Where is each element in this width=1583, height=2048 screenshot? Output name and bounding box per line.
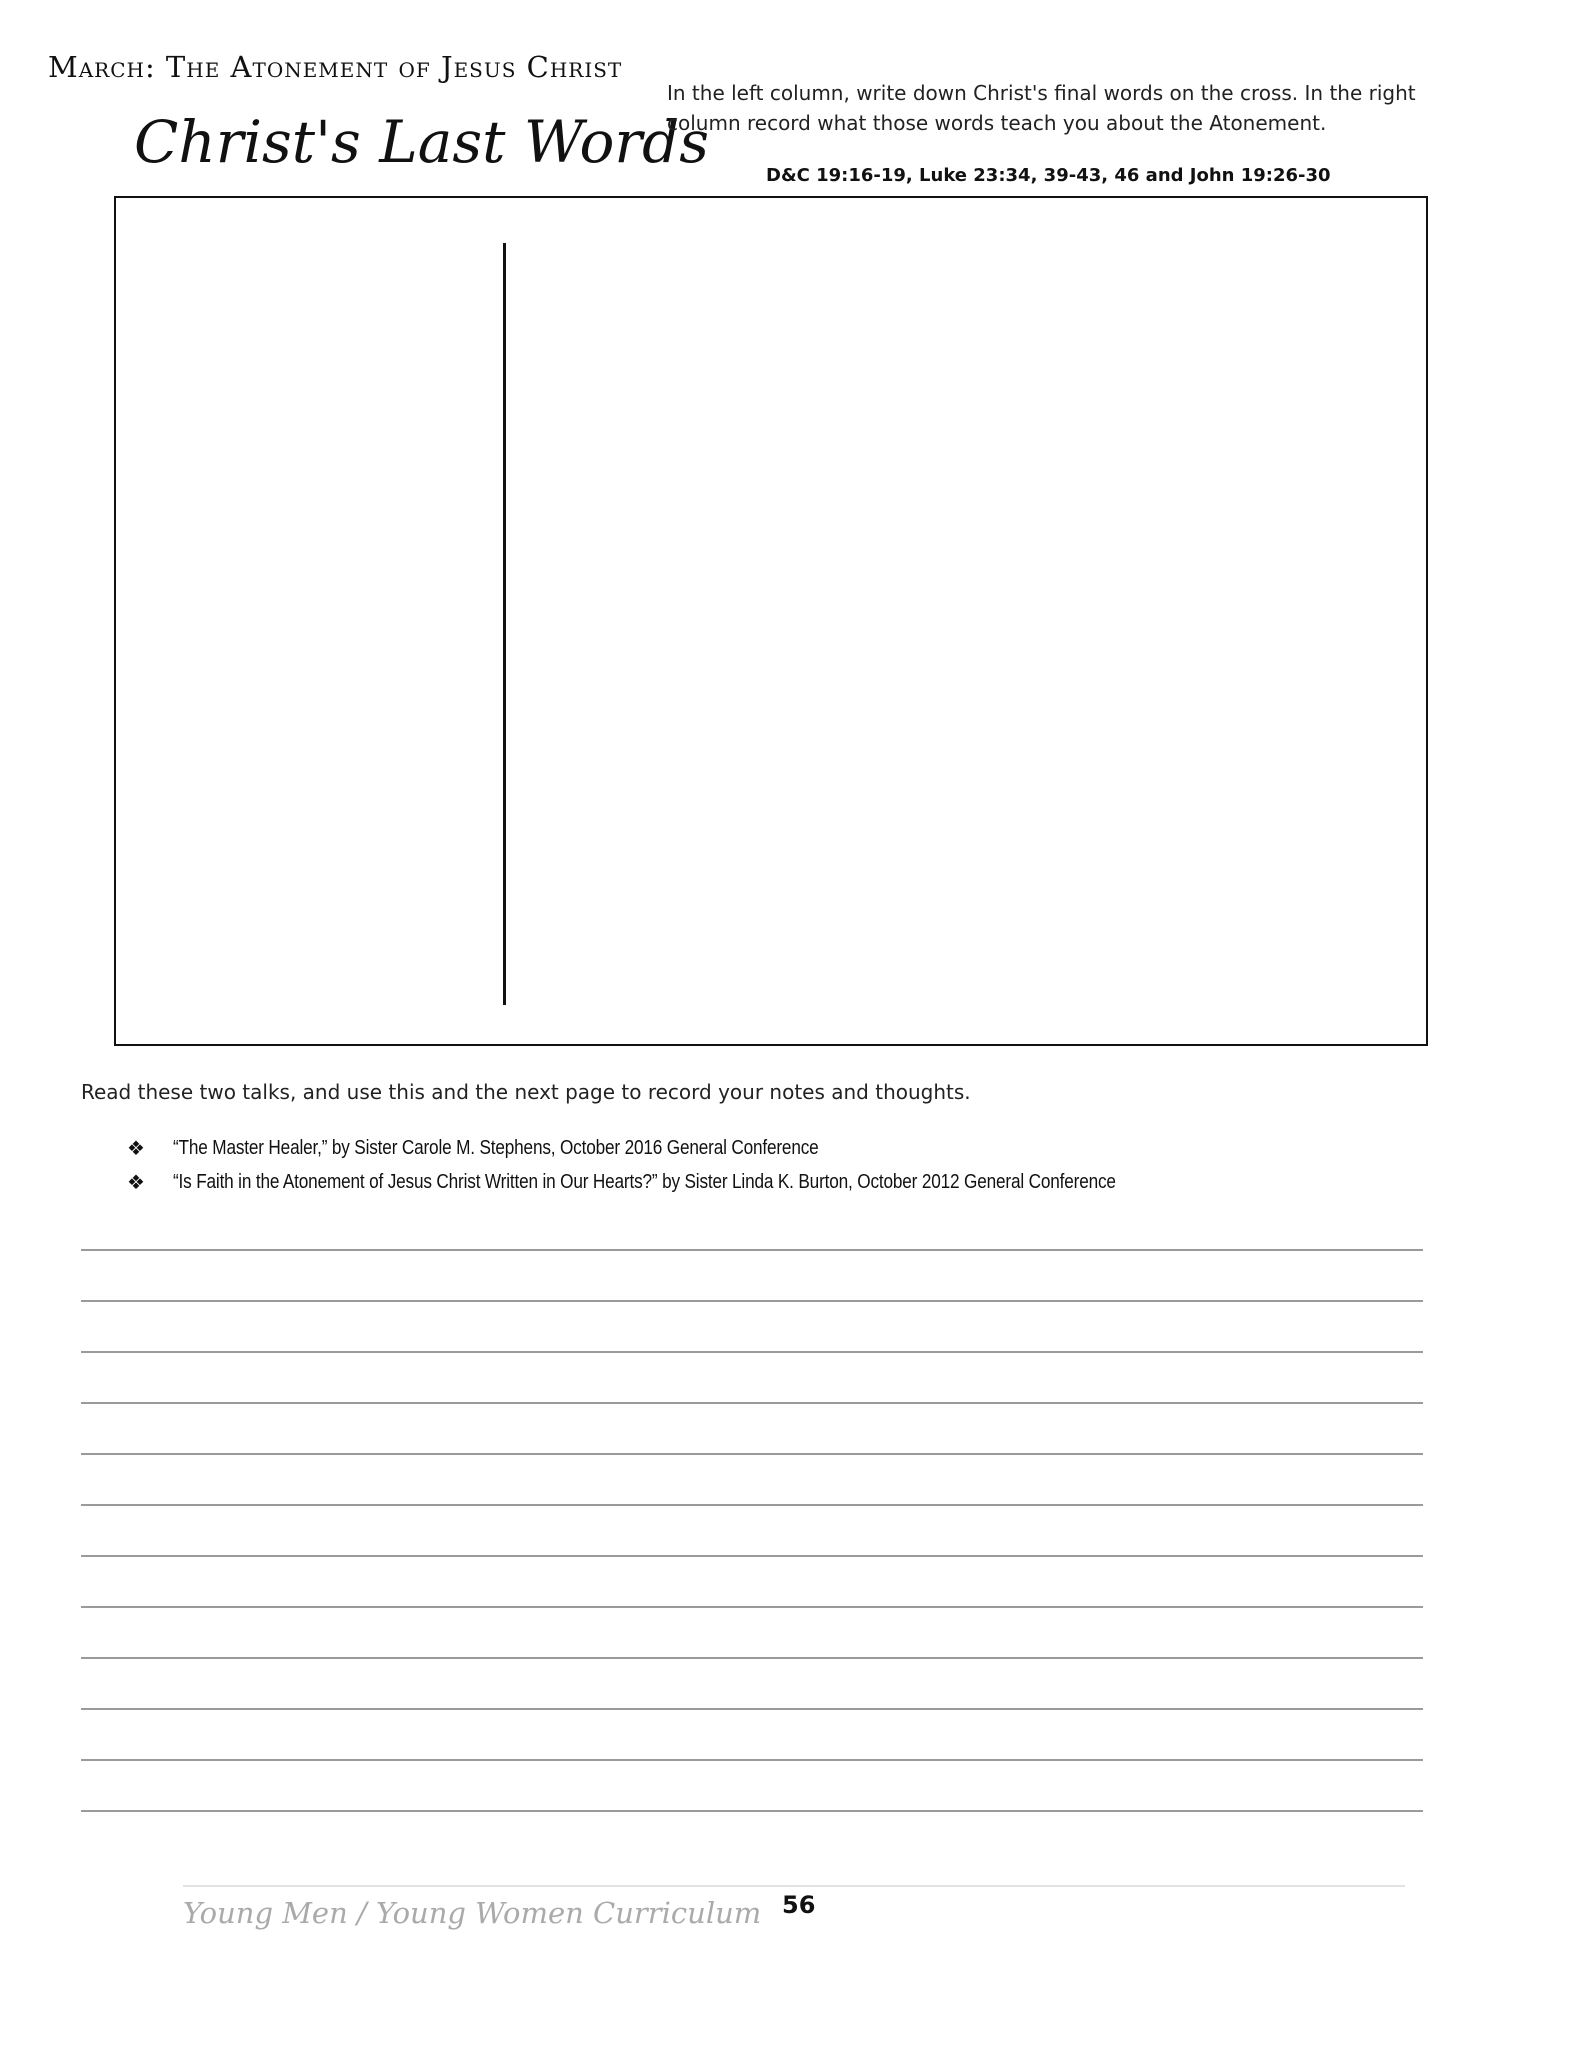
writing-line[interactable] (81, 1455, 1423, 1506)
writing-line[interactable] (81, 1353, 1423, 1404)
notes-lines[interactable] (81, 1249, 1423, 1812)
talks-intro-text: Read these two talks, and use this and the next page to record your notes and thoughts. (81, 1080, 971, 1104)
footer-curriculum: Young Men / Young Women Curriculum (183, 1896, 762, 1930)
talk-title: “Is Faith in the Atonement of Jesus Christ Written in Our Hearts?” by Sister Linda K. Burton, October 2012 General Conference (173, 1170, 1116, 1193)
talk-title: “The Master Healer,” by Sister Carole M. Stephens, October 2016 General Conference (173, 1136, 819, 1159)
diamond-bullet-icon: ❖ (127, 1137, 145, 1160)
list-item (127, 1131, 1269, 1165)
writing-line[interactable] (81, 1608, 1423, 1659)
writing-line[interactable] (81, 1506, 1423, 1557)
list-item (127, 1165, 1269, 1199)
writing-line[interactable] (81, 1659, 1423, 1710)
page-title: Christ's Last Words (134, 108, 710, 176)
writing-line[interactable] (81, 1557, 1423, 1608)
scripture-references: D&C 19:16-19, Luke 23:34, 39-43, 46 and John 19:26-30 (766, 165, 1331, 186)
writing-line[interactable] (81, 1251, 1423, 1302)
instructions-text: In the left column, write down Christ's final words on the cross. In the right column record what those words teach you about the Atonement. (667, 81, 1416, 135)
writing-line[interactable] (81, 1761, 1423, 1812)
talk-list (127, 1131, 1269, 1199)
diamond-bullet-icon: ❖ (127, 1171, 145, 1194)
two-column-writing-box[interactable] (114, 196, 1428, 1046)
footer-divider (183, 1885, 1405, 1887)
writing-line[interactable] (81, 1404, 1423, 1455)
section-title: March: The Atonement of Jesus Christ (48, 50, 623, 84)
writing-line[interactable] (81, 1710, 1423, 1761)
page-number: 56 (782, 1891, 816, 1919)
column-divider (503, 243, 506, 1005)
writing-line[interactable] (81, 1302, 1423, 1353)
